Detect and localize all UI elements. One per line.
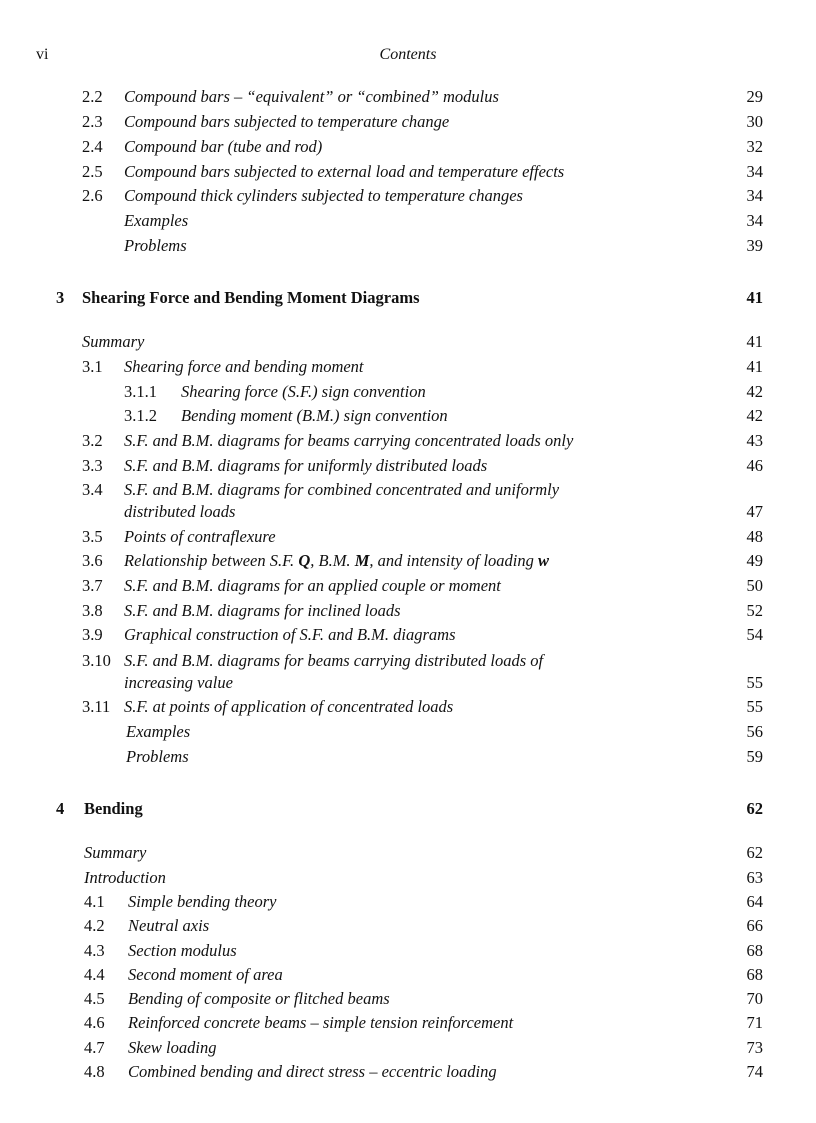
section-title: Section modulus <box>128 941 237 960</box>
toc-entry-3-4-cont[interactable] <box>0 501 816 523</box>
toc-entry-3-4[interactable] <box>0 479 816 501</box>
chapter-title: Shearing Force and Bending Moment Diagrams <box>82 288 420 307</box>
title-text: Relationship between S.F. <box>124 551 299 570</box>
toc-entry-4-6[interactable] <box>0 1012 816 1034</box>
page-number: 42 <box>746 382 763 401</box>
toc-chapter-3[interactable] <box>0 287 816 309</box>
page-number: 46 <box>746 456 763 475</box>
section-number: 3.9 <box>82 625 103 644</box>
section-title: Compound thick cylinders subjected to temperature changes <box>124 186 523 205</box>
page-number: 52 <box>746 601 763 620</box>
section-title: Shearing force and bending moment <box>124 357 364 376</box>
toc-entry-2-3[interactable] <box>0 111 816 133</box>
page-number: 70 <box>746 989 763 1008</box>
page-number: 71 <box>746 1013 763 1032</box>
symbol-q: Q <box>298 551 311 570</box>
toc-entry-3-11[interactable] <box>0 696 816 718</box>
toc-entry-4-5[interactable] <box>0 988 816 1010</box>
section-title: Compound bars – “equivalent” or “combined” modulus <box>124 87 499 106</box>
toc-entry-examples-3[interactable] <box>0 721 816 743</box>
section-number: 2.5 <box>82 162 103 181</box>
section-title: Compound bar (tube and rod) <box>124 137 323 156</box>
section-title: S.F. and B.M. diagrams for uniformly distributed loads <box>124 456 488 475</box>
toc-entry-3-10[interactable] <box>0 650 816 672</box>
toc-entry-problems-2[interactable] <box>0 235 816 257</box>
section-number: 4.6 <box>84 1013 105 1032</box>
toc-entry-3-8[interactable] <box>0 600 816 622</box>
section-title-continued: distributed loads <box>124 502 236 521</box>
section-title: Examples <box>126 722 191 741</box>
section-title: S.F. and B.M. diagrams for combined concentrated and uniformly <box>124 480 560 499</box>
section-number: 4.5 <box>84 989 105 1008</box>
page-number: 39 <box>746 236 763 255</box>
page-number: 55 <box>746 697 763 716</box>
section-title: Summary <box>84 843 147 862</box>
toc-entry-examples-2[interactable] <box>0 210 816 232</box>
section-number: 4.2 <box>84 916 105 935</box>
toc-entry-3-9[interactable] <box>0 624 816 646</box>
symbol-w: w <box>538 551 550 570</box>
page-number: 56 <box>746 722 763 741</box>
section-number: 4.4 <box>84 965 105 984</box>
page-numeral: vi <box>36 46 49 63</box>
toc-entry-3-2[interactable] <box>0 430 816 452</box>
page-number: 63 <box>746 868 763 887</box>
toc-entry-3-6[interactable] <box>0 550 816 572</box>
toc-entry-4-7[interactable] <box>0 1037 816 1059</box>
page-number: 34 <box>746 162 763 181</box>
page-number: 49 <box>746 551 763 570</box>
section-title: S.F. and B.M. diagrams for an applied couple or moment <box>124 576 501 595</box>
section-title: Second moment of area <box>128 965 283 984</box>
page-number: 68 <box>746 941 763 960</box>
section-title: Shearing force (S.F.) sign convention <box>181 382 426 401</box>
section-number: 3.2 <box>82 431 103 450</box>
section-title: Problems <box>126 747 189 766</box>
toc-entry-2-6[interactable] <box>0 185 816 207</box>
page-number: 50 <box>746 576 763 595</box>
toc-entry-2-5[interactable] <box>0 161 816 183</box>
toc-entry-4-3[interactable] <box>0 940 816 962</box>
toc-entry-3-1-1[interactable] <box>0 381 816 403</box>
section-number: 4.3 <box>84 941 105 960</box>
section-title <box>124 550 549 572</box>
section-title: Points of contraflexure <box>124 527 276 546</box>
toc-entry-summary-3[interactable] <box>0 331 816 353</box>
page-number: 62 <box>746 843 763 862</box>
page-number: 30 <box>746 112 763 131</box>
toc-entry-3-10-cont[interactable] <box>0 672 816 694</box>
toc-entry-problems-3[interactable] <box>0 746 816 768</box>
section-title: Introduction <box>84 868 166 887</box>
page-number: 64 <box>746 892 763 911</box>
title-text: , and intensity of loading <box>369 551 539 570</box>
page-number: 74 <box>746 1062 763 1081</box>
section-number: 3.10 <box>82 651 111 670</box>
section-number: 3.1.2 <box>124 406 157 425</box>
section-title: Neutral axis <box>128 916 210 935</box>
section-number: 3.1 <box>82 357 103 376</box>
toc-entry-2-4[interactable] <box>0 136 816 158</box>
page-number: 41 <box>746 332 763 351</box>
page-number: 41 <box>746 288 763 307</box>
toc-entry-3-1-2[interactable] <box>0 405 816 427</box>
section-number: 2.3 <box>82 112 103 131</box>
page-number: 43 <box>746 431 763 450</box>
section-number: 3.3 <box>82 456 103 475</box>
page-number: 34 <box>746 186 763 205</box>
page-number: 73 <box>746 1038 763 1057</box>
section-number: 3.6 <box>82 551 103 570</box>
page-number: 34 <box>746 211 763 230</box>
symbol-m: M <box>354 551 370 570</box>
toc-entry-3-3[interactable] <box>0 455 816 477</box>
toc-chapter-4[interactable] <box>0 798 816 820</box>
section-number: 3.11 <box>82 697 111 716</box>
toc-entry-2-2[interactable] <box>0 86 816 108</box>
toc-entry-3-1[interactable] <box>0 356 816 378</box>
toc-entry-4-4[interactable] <box>0 964 816 986</box>
toc-entry-3-7[interactable] <box>0 575 816 597</box>
page-number: 68 <box>746 965 763 984</box>
section-number: 3.1.1 <box>124 382 157 401</box>
section-number: 4.1 <box>84 892 105 911</box>
page-number: 42 <box>746 406 763 425</box>
section-title: Combined bending and direct stress – eccentric loading <box>128 1062 497 1081</box>
toc-entry-4-1[interactable] <box>0 891 816 913</box>
toc-entry-summary-4[interactable] <box>0 842 816 864</box>
section-title: Compound bars subjected to temperature change <box>124 112 450 131</box>
section-title: Problems <box>124 236 187 255</box>
section-title: Examples <box>124 211 189 230</box>
page-number: 47 <box>746 502 763 521</box>
section-number: 4.7 <box>84 1038 105 1057</box>
running-title: Contents <box>379 46 437 63</box>
page-number: 48 <box>746 527 763 546</box>
page-number: 41 <box>746 357 763 376</box>
toc-entry-4-8[interactable] <box>0 1061 816 1083</box>
section-number: 2.6 <box>82 186 103 205</box>
toc-entry-4-2[interactable] <box>0 915 816 937</box>
page-number: 54 <box>746 625 763 644</box>
title-text: , B.M. <box>310 551 355 570</box>
toc-entry-3-5[interactable] <box>0 526 816 548</box>
section-number: 2.2 <box>82 87 103 106</box>
section-number: 3.8 <box>82 601 103 620</box>
page-number: 62 <box>746 799 763 818</box>
section-title: Summary <box>82 332 145 351</box>
section-title: S.F. and B.M. diagrams for beams carrying concentrated loads only <box>124 431 574 450</box>
section-title: Reinforced concrete beams – simple tension reinforcement <box>128 1013 514 1032</box>
section-title: Bending moment (B.M.) sign convention <box>181 406 448 425</box>
section-title: S.F. and B.M. diagrams for inclined loads <box>124 601 401 620</box>
page-number: 66 <box>746 916 763 935</box>
section-title-continued: increasing value <box>124 673 233 692</box>
section-number: 4.8 <box>84 1062 105 1081</box>
section-title: S.F. at points of application of concentrated loads <box>124 697 454 716</box>
section-title: Graphical construction of S.F. and B.M. diagrams <box>124 625 456 644</box>
section-title: Bending of composite or flitched beams <box>128 989 390 1008</box>
section-number: 3.7 <box>82 576 103 595</box>
page-number: 59 <box>746 747 763 766</box>
chapter-number: 4 <box>56 799 65 818</box>
section-title: Skew loading <box>128 1038 217 1057</box>
section-title: Compound bars subjected to external load and temperature effects <box>124 162 565 181</box>
chapter-number: 3 <box>56 288 65 307</box>
section-title: S.F. and B.M. diagrams for beams carrying distributed loads of <box>124 651 544 670</box>
page-number: 29 <box>746 87 763 106</box>
section-number: 3.5 <box>82 527 103 546</box>
section-number: 2.4 <box>82 137 103 156</box>
page-number: 32 <box>746 137 763 156</box>
toc-entry-introduction-4[interactable] <box>0 867 816 889</box>
section-title: Simple bending theory <box>128 892 277 911</box>
page-number: 55 <box>746 673 763 692</box>
chapter-title: Bending <box>84 799 143 818</box>
section-number: 3.4 <box>82 480 103 499</box>
